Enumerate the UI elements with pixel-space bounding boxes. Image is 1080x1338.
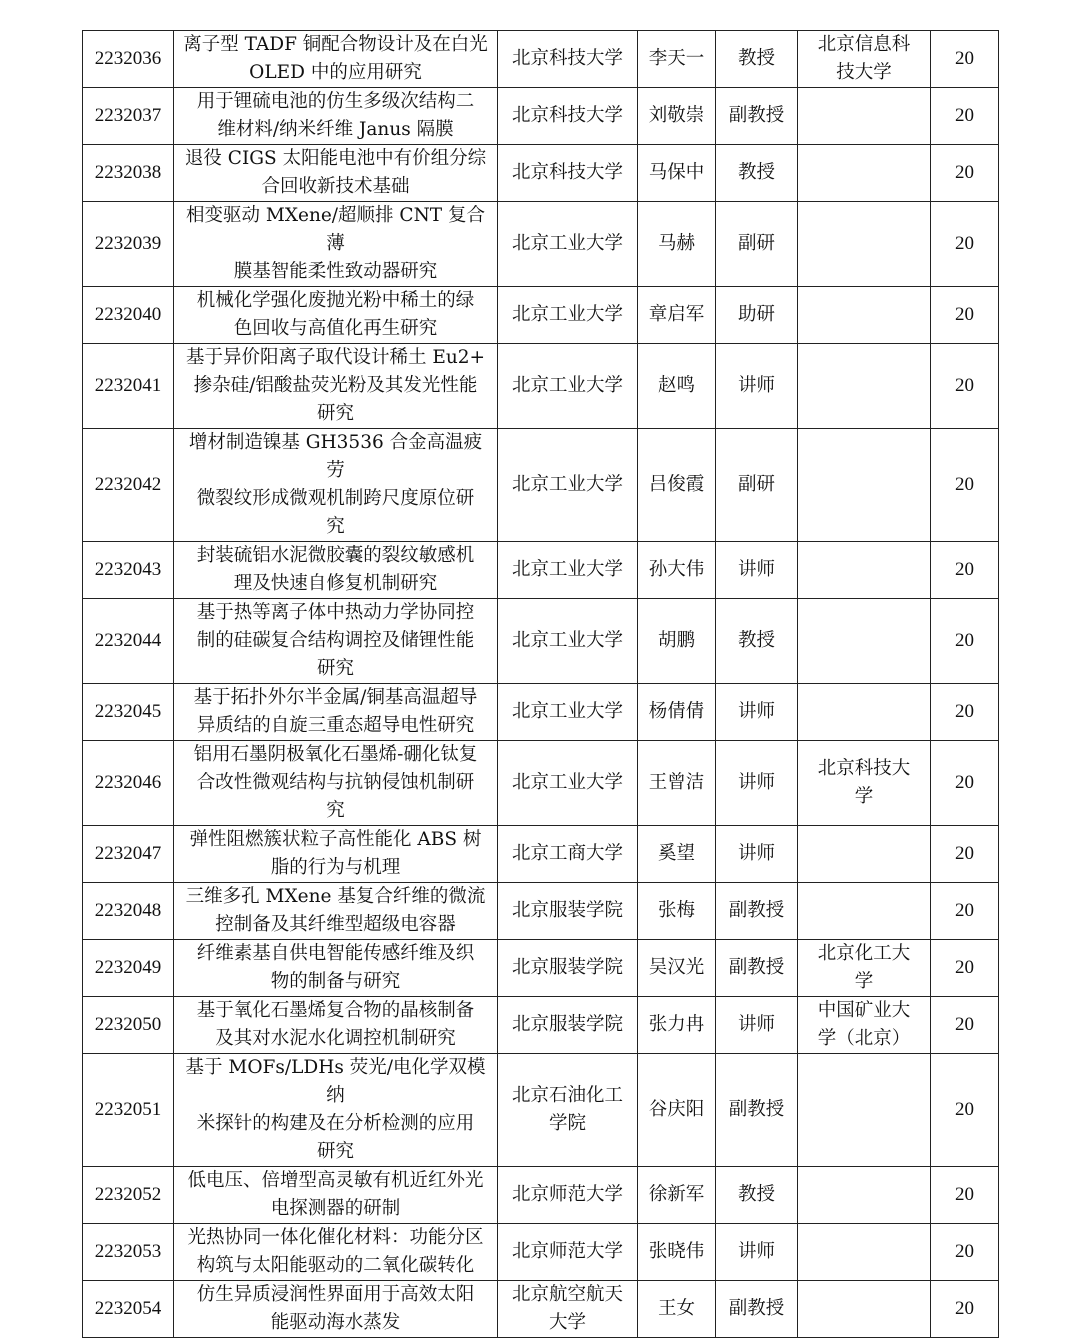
table-row [83, 826, 999, 883]
institution-line: 北京服装学院 [511, 900, 623, 921]
academic-title-cell: 副教授 [716, 88, 798, 145]
table-row [83, 1167, 999, 1224]
institution-cell [498, 1224, 638, 1281]
institution-line: 大学 [548, 1312, 586, 1333]
project-id-cell: 2232048 [83, 883, 174, 940]
project-id-cell: 2232042 [83, 429, 174, 542]
project-id-cell: 2232051 [83, 1054, 174, 1167]
partner-institution-cell [798, 940, 931, 997]
project-title-cell [174, 1054, 498, 1167]
institution-cell [498, 940, 638, 997]
principal-investigator-cell: 吴汉光 [638, 940, 716, 997]
project-id-cell: 2232041 [83, 344, 174, 429]
funding-amount-cell: 20 [931, 599, 999, 684]
partner-institution-cell [798, 1224, 931, 1281]
institution-line: 学院 [548, 1113, 586, 1134]
academic-title-cell: 副教授 [716, 940, 798, 997]
table-body [83, 31, 999, 1338]
academic-title-cell: 教授 [716, 1167, 798, 1224]
project-title-line: 基于异价阳离子取代设计稀土 Eu2+ [185, 347, 486, 368]
table-row [83, 1224, 999, 1281]
partner-institution-cell [798, 1281, 931, 1338]
funding-amount-cell: 20 [931, 883, 999, 940]
funding-amount-cell: 20 [931, 542, 999, 599]
principal-investigator-cell: 马赫 [638, 202, 716, 287]
project-title-cell [174, 202, 498, 287]
institution-line: 北京工业大学 [511, 772, 623, 793]
table-row [83, 88, 999, 145]
project-id-cell: 2232038 [83, 145, 174, 202]
partner-institution-cell [798, 1167, 931, 1224]
principal-investigator-cell: 刘敬崇 [638, 88, 716, 145]
institution-line: 北京师范大学 [511, 1184, 623, 1205]
project-id-cell: 2232046 [83, 741, 174, 826]
principal-investigator-cell: 马保中 [638, 145, 716, 202]
project-title-line: 究 [326, 800, 345, 821]
project-title-line: 电探测器的研制 [270, 1198, 401, 1219]
table-row [83, 1054, 999, 1167]
project-title-line: OLED 中的应用研究 [249, 62, 422, 83]
principal-investigator-cell: 章启军 [638, 287, 716, 344]
principal-investigator-cell: 王曾洁 [638, 741, 716, 826]
academic-title-cell: 讲师 [716, 542, 798, 599]
principal-investigator-cell: 张力冉 [638, 997, 716, 1054]
partner-institution-line: 学（北京） [817, 1028, 911, 1049]
institution-line: 北京工业大学 [511, 474, 623, 495]
project-title-cell [174, 940, 498, 997]
table-row [83, 883, 999, 940]
funding-amount-cell: 20 [931, 997, 999, 1054]
funding-amount-cell: 20 [931, 429, 999, 542]
table-row [83, 344, 999, 429]
funding-amount-cell: 20 [931, 1224, 999, 1281]
funding-amount-cell: 20 [931, 684, 999, 741]
project-title-line: 理及快速自修复机制研究 [233, 573, 438, 594]
partner-institution-cell [798, 883, 931, 940]
partner-institution-cell [798, 287, 931, 344]
table-row [83, 542, 999, 599]
institution-cell [498, 344, 638, 429]
project-title-line: 物的制备与研究 [270, 971, 401, 992]
partner-institution-line: 中国矿业大 [817, 1000, 911, 1021]
project-title-cell [174, 1167, 498, 1224]
institution-line: 北京航空航天 [511, 1284, 623, 1305]
academic-title-cell: 讲师 [716, 741, 798, 826]
project-id-cell: 2232050 [83, 997, 174, 1054]
partner-institution-line: 学 [854, 971, 874, 992]
partner-institution-cell [798, 1054, 931, 1167]
partner-institution-cell [798, 145, 931, 202]
project-list-table [82, 30, 999, 1338]
table-row [83, 684, 999, 741]
project-title-line: 异质结的自旋三重态超导电性研究 [196, 715, 475, 736]
project-title-cell [174, 684, 498, 741]
funding-amount-cell: 20 [931, 31, 999, 88]
academic-title-cell: 教授 [716, 599, 798, 684]
institution-cell [498, 202, 638, 287]
institution-cell [498, 1281, 638, 1338]
principal-investigator-cell: 奚望 [638, 826, 716, 883]
institution-cell [498, 31, 638, 88]
project-id-cell: 2232052 [83, 1167, 174, 1224]
project-id-cell: 2232054 [83, 1281, 174, 1338]
project-title-line: 研究 [316, 658, 354, 679]
project-title-cell [174, 997, 498, 1054]
project-title-line: 微裂纹形成微观机制跨尺度原位研 [196, 488, 475, 509]
project-title-cell [174, 344, 498, 429]
project-title-line: 弹性阻燃簇状粒子高性能化 ABS 树 [189, 829, 482, 850]
institution-cell [498, 883, 638, 940]
academic-title-cell: 讲师 [716, 344, 798, 429]
principal-investigator-cell: 杨倩倩 [638, 684, 716, 741]
principal-investigator-cell: 张梅 [638, 883, 716, 940]
project-title-line: 机械化学强化废抛光粉中稀土的绿 [196, 290, 475, 311]
institution-line: 北京科技大学 [511, 105, 623, 126]
project-title-cell [174, 145, 498, 202]
table-row [83, 202, 999, 287]
partner-institution-cell [798, 88, 931, 145]
table-row [83, 145, 999, 202]
project-title-line: 制的硅碳复合结构调控及储锂性能 [196, 630, 475, 651]
funding-amount-cell: 20 [931, 826, 999, 883]
table-row [83, 741, 999, 826]
project-title-line: 三维多孔 MXene 基复合纤维的微流 [185, 886, 486, 907]
institution-cell [498, 88, 638, 145]
table-row [83, 31, 999, 88]
institution-line: 北京科技大学 [511, 162, 623, 183]
project-id-cell: 2232039 [83, 202, 174, 287]
project-title-line: 究 [326, 516, 345, 537]
academic-title-cell: 副研 [716, 202, 798, 287]
funding-amount-cell: 20 [931, 287, 999, 344]
table-row [83, 429, 999, 542]
project-title-line: 脂的行为与机理 [270, 857, 401, 878]
academic-title-cell: 副教授 [716, 883, 798, 940]
institution-line: 北京工业大学 [511, 630, 623, 651]
table-row [83, 997, 999, 1054]
project-title-line: 米探针的构建及在分析检测的应用 [196, 1113, 475, 1134]
academic-title-cell: 副教授 [716, 1281, 798, 1338]
table-row [83, 940, 999, 997]
project-title-line: 维材料/纳米纤维 Janus 隔膜 [217, 119, 454, 140]
partner-institution-line: 北京化工大 [817, 943, 911, 964]
project-id-cell: 2232045 [83, 684, 174, 741]
project-id-cell: 2232047 [83, 826, 174, 883]
project-title-cell [174, 826, 498, 883]
institution-cell [498, 741, 638, 826]
partner-institution-line: 北京科技大 [817, 758, 911, 779]
project-title-cell [174, 429, 498, 542]
principal-investigator-cell: 赵鸣 [638, 344, 716, 429]
project-title-line: 光热协同一体化催化材料：功能分区 [187, 1227, 484, 1248]
partner-institution-line: 学 [854, 786, 874, 807]
project-id-cell: 2232044 [83, 599, 174, 684]
institution-cell [498, 542, 638, 599]
project-title-line: 膜基智能柔性致动器研究 [233, 261, 438, 282]
project-title-cell [174, 287, 498, 344]
institution-cell [498, 826, 638, 883]
project-title-line: 铝用石墨阴极氧化石墨烯-硼化钛复 [193, 744, 478, 765]
institution-line: 北京工商大学 [511, 843, 623, 864]
table-row [83, 287, 999, 344]
project-title-cell [174, 1281, 498, 1338]
partner-institution-cell [798, 202, 931, 287]
partner-institution-cell [798, 542, 931, 599]
project-title-line: 构筑与太阳能驱动的二氧化碳转化 [196, 1255, 475, 1276]
partner-institution-cell [798, 826, 931, 883]
institution-cell [498, 599, 638, 684]
project-title-line: 基于热等离子体中热动力学协同控 [196, 602, 475, 623]
funding-amount-cell: 20 [931, 940, 999, 997]
project-title-line: 及其对水泥水化调控机制研究 [215, 1028, 456, 1049]
academic-title-cell: 讲师 [716, 826, 798, 883]
project-title-line: 能驱动海水蒸发 [270, 1312, 401, 1333]
institution-line: 北京服装学院 [511, 957, 623, 978]
academic-title-cell: 助研 [716, 287, 798, 344]
project-title-line: 相变驱动 MXene/超顺排 CNT 复合薄 [186, 205, 485, 254]
institution-line: 北京工业大学 [511, 304, 623, 325]
institution-line: 北京工业大学 [511, 233, 623, 254]
project-id-cell: 2232037 [83, 88, 174, 145]
institution-cell [498, 429, 638, 542]
funding-amount-cell: 20 [931, 88, 999, 145]
funding-amount-cell: 20 [931, 344, 999, 429]
project-title-line: 低电压、倍增型高灵敏有机近红外光 [187, 1170, 484, 1191]
principal-investigator-cell: 李天一 [638, 31, 716, 88]
project-title-line: 掺杂硅/铝酸盐荧光粉及其发光性能 [193, 375, 478, 396]
academic-title-cell: 副研 [716, 429, 798, 542]
funding-amount-cell: 20 [931, 741, 999, 826]
funding-amount-cell: 20 [931, 145, 999, 202]
table-row [83, 599, 999, 684]
institution-line: 北京工业大学 [511, 375, 623, 396]
partner-institution-cell [798, 997, 931, 1054]
project-title-cell [174, 31, 498, 88]
project-title-line: 纤维素基自供电智能传感纤维及织 [196, 943, 475, 964]
project-title-line: 基于 MOFs/LDHs 荧光/电化学双模纳 [185, 1057, 486, 1106]
institution-cell [498, 997, 638, 1054]
academic-title-cell: 讲师 [716, 1224, 798, 1281]
project-title-line: 研究 [316, 403, 354, 424]
institution-line: 北京工业大学 [511, 701, 623, 722]
institution-cell [498, 287, 638, 344]
institution-line: 北京师范大学 [511, 1241, 623, 1262]
project-id-cell: 2232040 [83, 287, 174, 344]
project-title-line: 离子型 TADF 铜配合物设计及在白光 [183, 34, 488, 55]
partner-institution-line: 技大学 [836, 62, 892, 83]
project-title-line: 研究 [316, 1141, 354, 1162]
institution-line: 北京石油化工 [511, 1085, 623, 1106]
partner-institution-line: 北京信息科 [817, 34, 911, 55]
institution-cell [498, 1167, 638, 1224]
project-title-line: 合回收新技术基础 [261, 176, 410, 197]
table-row [83, 1281, 999, 1338]
project-title-cell [174, 542, 498, 599]
project-title-line: 基于拓扑外尔半金属/铜基高温超导 [193, 687, 478, 708]
academic-title-cell: 教授 [716, 31, 798, 88]
institution-cell [498, 684, 638, 741]
principal-investigator-cell: 徐新军 [638, 1167, 716, 1224]
project-title-line: 用于锂硫电池的仿生多级次结构二 [196, 91, 475, 112]
academic-title-cell: 教授 [716, 145, 798, 202]
institution-line: 北京服装学院 [511, 1014, 623, 1035]
academic-title-cell: 讲师 [716, 684, 798, 741]
funding-amount-cell: 20 [931, 202, 999, 287]
principal-investigator-cell: 孙大伟 [638, 542, 716, 599]
partner-institution-cell [798, 31, 931, 88]
partner-institution-cell [798, 741, 931, 826]
principal-investigator-cell: 谷庆阳 [638, 1054, 716, 1167]
funding-amount-cell: 20 [931, 1281, 999, 1338]
project-title-cell [174, 741, 498, 826]
funding-amount-cell: 20 [931, 1054, 999, 1167]
project-id-cell: 2232036 [83, 31, 174, 88]
project-id-cell: 2232053 [83, 1224, 174, 1281]
project-title-cell [174, 883, 498, 940]
institution-cell [498, 145, 638, 202]
principal-investigator-cell: 张晓伟 [638, 1224, 716, 1281]
institution-line: 北京工业大学 [511, 559, 623, 580]
project-title-cell [174, 88, 498, 145]
project-title-line: 合改性微观结构与抗钠侵蚀机制研 [196, 772, 475, 793]
project-title-line: 仿生异质浸润性界面用于高效太阳 [196, 1284, 475, 1305]
project-title-line: 基于氧化石墨烯复合物的晶核制备 [196, 1000, 475, 1021]
institution-cell [498, 1054, 638, 1167]
academic-title-cell: 副教授 [716, 1054, 798, 1167]
principal-investigator-cell: 胡鹏 [638, 599, 716, 684]
project-title-line: 封装硫铝水泥微胶囊的裂纹敏感机 [196, 545, 475, 566]
principal-investigator-cell: 吕俊霞 [638, 429, 716, 542]
principal-investigator-cell: 王女 [638, 1281, 716, 1338]
project-title-line: 增材制造镍基 GH3536 合金高温疲劳 [188, 432, 483, 481]
project-id-cell: 2232043 [83, 542, 174, 599]
partner-institution-cell [798, 684, 931, 741]
project-title-line: 色回收与高值化再生研究 [233, 318, 438, 339]
partner-institution-cell [798, 344, 931, 429]
partner-institution-cell [798, 429, 931, 542]
project-title-cell [174, 599, 498, 684]
funding-amount-cell: 20 [931, 1167, 999, 1224]
institution-line: 北京科技大学 [511, 48, 623, 69]
project-title-line: 退役 CIGS 太阳能电池中有价组分综 [184, 148, 487, 169]
project-id-cell: 2232049 [83, 940, 174, 997]
partner-institution-cell [798, 599, 931, 684]
project-title-cell [174, 1224, 498, 1281]
academic-title-cell: 讲师 [716, 997, 798, 1054]
project-title-line: 控制备及其纤维型超级电容器 [215, 914, 456, 935]
